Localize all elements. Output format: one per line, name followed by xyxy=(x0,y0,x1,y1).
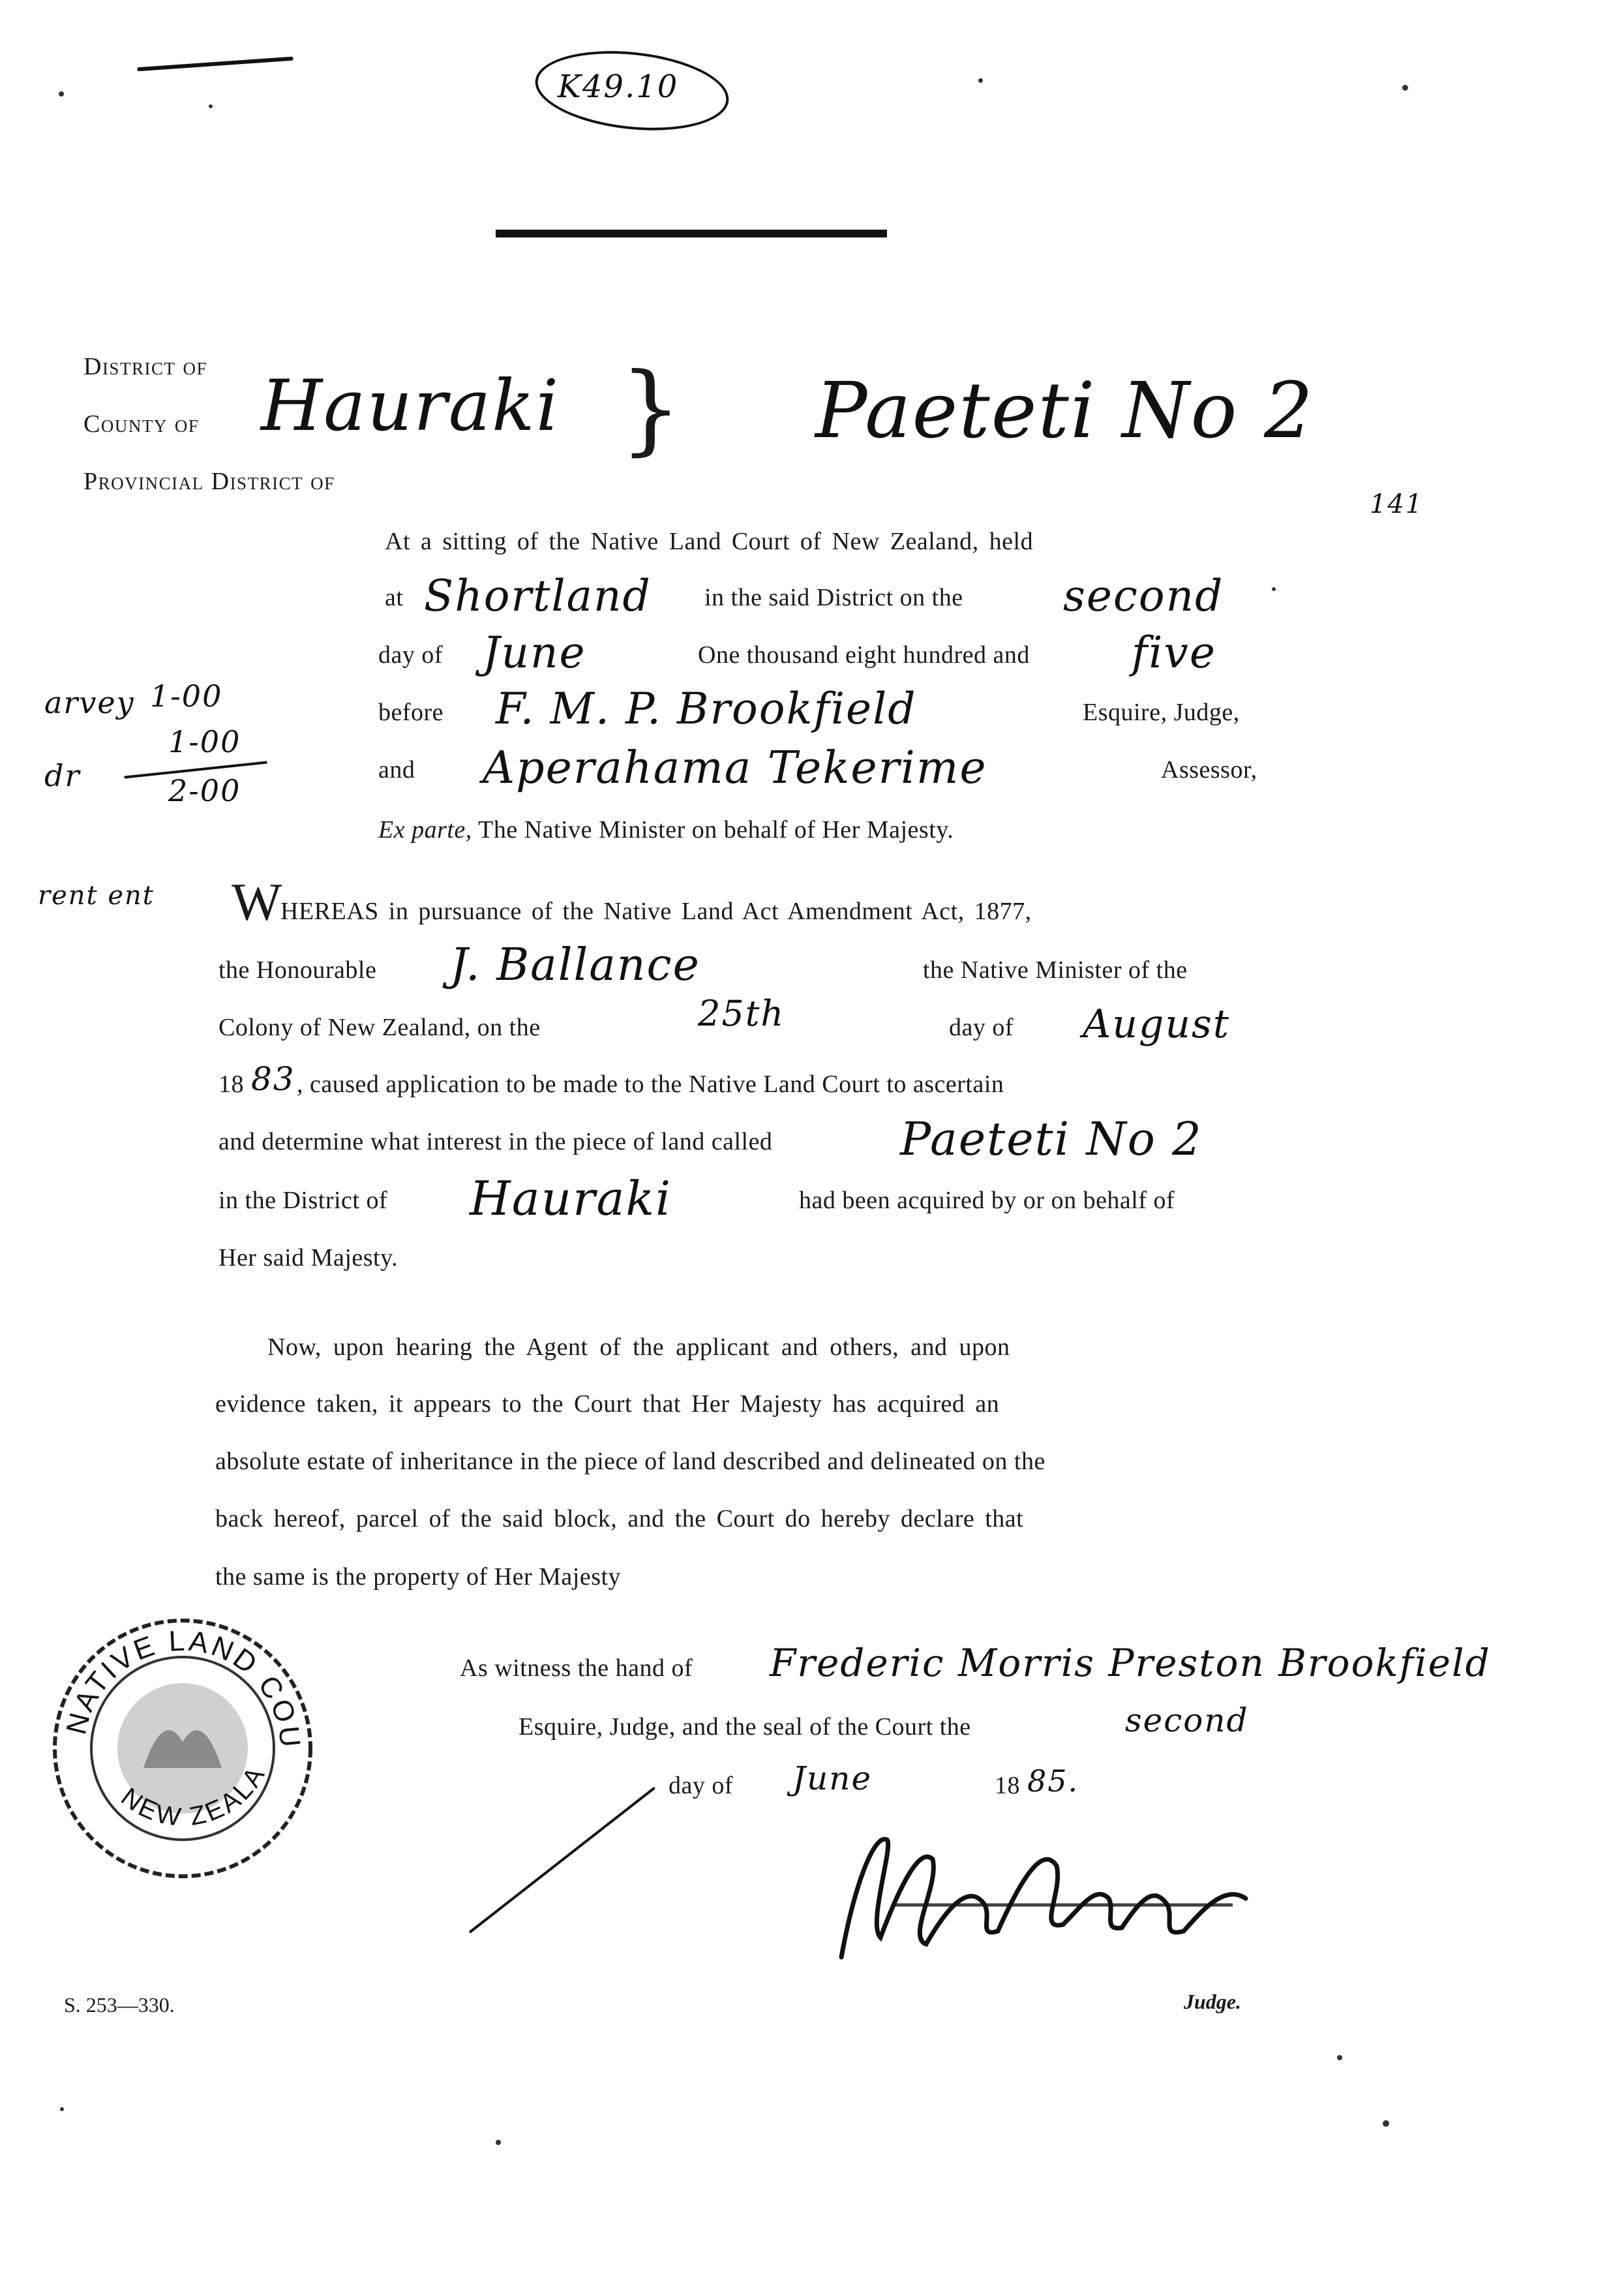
header-brace: } xyxy=(620,352,682,466)
sitting-month: June xyxy=(483,628,586,678)
form-number: S. 253—330. xyxy=(64,1993,175,2017)
district-text: in the District of xyxy=(218,1187,388,1214)
finding-line-2: evidence taken, it appears to the Court that Her Majesty has acquired an xyxy=(215,1390,1000,1418)
whereas-line-5: and determine what interest in the piece of land called xyxy=(218,1128,773,1155)
minister-title: the Native Minister of the xyxy=(923,956,1188,984)
majesty-text: Her said Majesty. xyxy=(218,1244,398,1271)
colony-text: Colony of New Zealand, on the xyxy=(218,1014,541,1041)
sitting-day: second xyxy=(1063,571,1224,621)
top-scribble-stroke xyxy=(137,57,293,72)
year-prefix: 18 xyxy=(218,1071,244,1098)
margin-note-total: 2-00 xyxy=(168,773,241,808)
whereas-day: 25th xyxy=(698,993,785,1034)
finding-line-4: back hereof, parcel of the said block, and the Court do hereby declare that xyxy=(215,1505,1024,1532)
at-label: at xyxy=(385,584,404,611)
whereas-initial: W xyxy=(232,872,282,932)
provincial-district-label: Provincial District of xyxy=(83,468,335,495)
sitting-line-1: At a sitting of the Native Land Court of New Zealand, held xyxy=(385,528,1034,555)
reference-number: K49.10 xyxy=(558,69,679,105)
district-name: Hauraki xyxy=(470,1171,672,1226)
margin-note-value-1: 1-00 xyxy=(150,678,223,714)
finding-line-3: absolute estate of inheritance in the piece of land described and delineated on the xyxy=(215,1448,1045,1475)
witness-line-2: Esquire, Judge, and the seal of the Court the xyxy=(519,1713,971,1741)
judge-title: Esquire, Judge, xyxy=(1083,699,1240,726)
seal-text-top: NATIVE LAND COU xyxy=(60,1624,307,1752)
native-land-court-seal xyxy=(46,1611,320,1885)
and-label: and xyxy=(378,756,415,784)
sitting-year: five xyxy=(1132,628,1216,678)
witness-signatory: Frederic Morris Preston Brookfield xyxy=(770,1641,1491,1685)
witness-month: June xyxy=(792,1759,873,1797)
assessor-name: Aperahama Tekerime xyxy=(483,742,987,794)
year-suffix: 83 xyxy=(251,1060,295,1098)
whereas-line-4: , caused application to be made to the Native Land Court to ascertain xyxy=(297,1071,1004,1098)
ex-parte-line xyxy=(378,815,954,844)
finding-line-5: the same is the property of Her Majesty xyxy=(215,1563,622,1591)
ex-parte-label: Ex parte, xyxy=(378,816,472,844)
district-label: District of xyxy=(83,353,207,380)
whereas-day-of-label: day of xyxy=(949,1014,1014,1041)
whereas-line-1: HEREAS in pursuance of the Native Land Act Amendment Act, 1877, xyxy=(280,898,1032,925)
witness-day-of-label: day of xyxy=(669,1772,734,1799)
handwritten-county-name: Hauraki xyxy=(261,365,560,447)
witness-line-1: As witness the hand of xyxy=(460,1654,693,1682)
seal-text-bottom: NEW ZEALA xyxy=(115,1760,272,1833)
year-text: One thousand eight hundred and xyxy=(698,641,1030,669)
witness-day: second xyxy=(1125,1701,1249,1739)
acquired-text: had been acquired by or on behalf of xyxy=(799,1187,1175,1214)
judge-label: Judge. xyxy=(1184,1990,1241,2013)
finding-line-1: Now, upon hearing the Agent of the applicant and others, and upon xyxy=(267,1333,1010,1361)
header-rule xyxy=(496,230,887,237)
judge-name: F. M. P. Brookfield xyxy=(496,684,917,734)
county-label: County of xyxy=(83,410,200,438)
sitting-place: Shortland xyxy=(424,571,652,621)
honourable-label: the Honourable xyxy=(218,956,377,984)
in-district-text: in the said District on the xyxy=(704,584,963,611)
seal-graphic xyxy=(46,1611,320,1885)
minister-name: J. Ballance xyxy=(450,939,700,991)
margin-note-value-2: 1-00 xyxy=(168,724,241,759)
stray-pen-stroke xyxy=(469,1787,655,1934)
margin-note-label-3: dr xyxy=(44,758,81,793)
judge-signature xyxy=(828,1807,1285,1980)
margin-side-note: rent ent xyxy=(38,881,155,911)
signature-graphic xyxy=(828,1807,1285,1977)
land-name: Paeteti No 2 xyxy=(900,1112,1203,1166)
margin-note-label-1: arvey xyxy=(44,685,135,720)
handwritten-block-name: Paeteti No 2 xyxy=(815,365,1315,455)
margin-number: 141 xyxy=(1370,489,1424,519)
witness-year-prefix: 18 xyxy=(995,1772,1020,1799)
witness-year-suffix: 85. xyxy=(1027,1763,1079,1799)
ex-parte-text: The Native Minister on behalf of Her Majesty. xyxy=(478,816,954,844)
day-of-label: day of xyxy=(378,641,444,669)
whereas-month: August xyxy=(1083,1001,1230,1047)
assessor-title: Assessor, xyxy=(1161,756,1257,784)
before-label: before xyxy=(378,699,444,726)
